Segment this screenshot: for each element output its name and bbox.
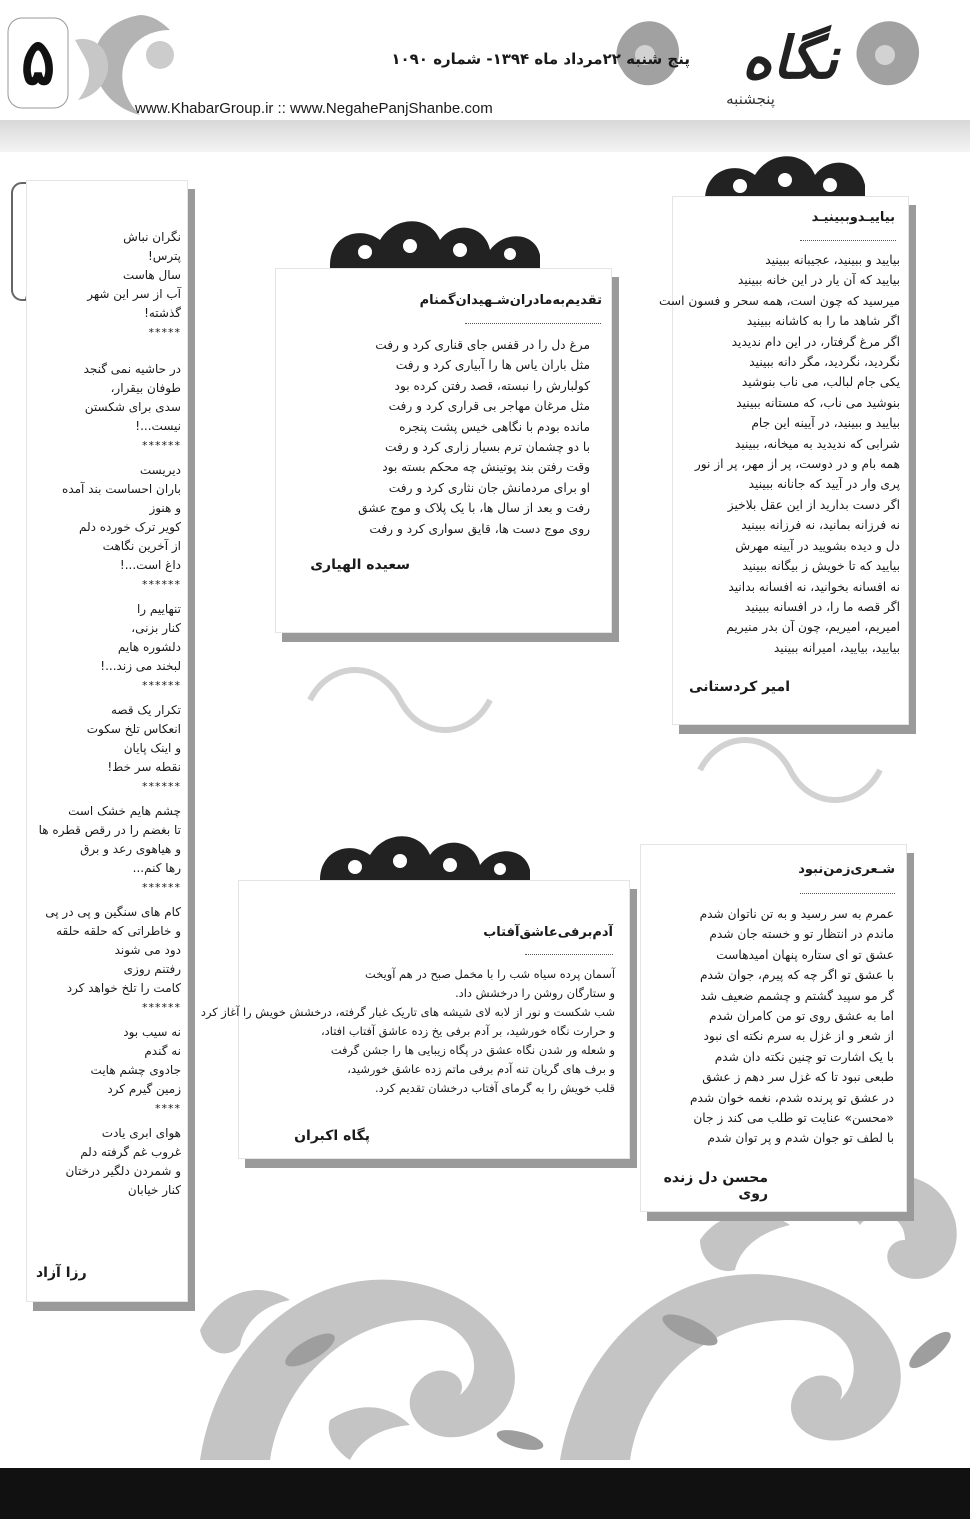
poem-2-title: تقدیم‌به‌مادران‌شـهیدان‌گمنام (419, 293, 602, 308)
poem-line: مثل مرغان مهاجر بی قراری کرد و رفت (388, 399, 590, 414)
poem-line: عمرم به سر رسید و به تن ناتوان شدم (699, 907, 894, 921)
stanza-separator: ****** (142, 881, 181, 894)
poem-line: و برف های گریان تنه آدم برفی ماتم زده عاشق خورشید، (347, 1062, 615, 1076)
poem-2-divider (465, 323, 601, 324)
side-poem (36, 228, 181, 1206)
side-poem-line: آب از سر این شهر (87, 287, 181, 301)
poem-line: مرغ دل را در قفس جای قناری کرد و رفت (375, 338, 590, 352)
side-poem-line: و هیاهوی رعد و برق (80, 842, 181, 856)
side-poem-author: رزا آزاد (36, 1265, 87, 1281)
side-poem-line: نه گندم (144, 1044, 181, 1058)
poem-1-author: امیر کردستانی (689, 679, 790, 695)
poem-line: اگر مرغ گرفتار، در این دام ندیدید (731, 334, 900, 349)
side-poem-line: انعکاس تلخ سکوت (86, 722, 181, 736)
avatar-roza-azad (12, 183, 102, 300)
side-poem-line: نگران نباش (123, 230, 181, 244)
stanza-separator: ****** (142, 439, 181, 452)
side-poem-stanza (36, 461, 181, 594)
poem-line: شب شکست و نور از لابه لای شیشه های تاریک غبار گرفته، درخشش خویش را آغاز کرد (200, 1005, 615, 1019)
side-poem-line: سال هاست (122, 268, 181, 282)
side-poem-line: دود می شوند (114, 943, 181, 957)
avatar-mohsen-delzendehrooy (643, 850, 739, 956)
poem-line: شرابی که ندیدید به میخانه، ببینید (734, 436, 900, 451)
swirl-pattern (200, 1175, 957, 1460)
poem-line: میرسید که چون است، همه سحر و فسون است (658, 293, 900, 308)
stanza-separator: **** (155, 1102, 181, 1115)
newspaper-logo-subtitle: پنجشنبه (726, 90, 775, 108)
poem-line: و حرارت نگاه خورشید، بر آدم برفی یخ زده عاشق آفتاب افتاد، (320, 1024, 615, 1038)
stanza-separator: ***** (148, 326, 181, 339)
side-poem-line: و هنوز (149, 501, 181, 515)
side-poem-line: کامت را تلخ خواهد کرد (66, 981, 181, 995)
poem-3-title: آدم‌برفی‌عاشق‌آفتاب (483, 925, 613, 940)
poem-4-author: محسن دل زنده روی (663, 1170, 768, 1202)
poem-line: دل و دیده بشویید در آیینه مهرش (735, 538, 900, 553)
side-poem-line: و خاطراتی که حلقه حلقه (56, 924, 181, 938)
poem-line: نه افسانه بخوانید، نه افسانه بدانید (728, 579, 900, 594)
side-poem-line: و اینک پایان (123, 741, 181, 755)
page-number: ۵ (20, 25, 56, 100)
side-poem-line: رها کنم... (132, 861, 181, 875)
poem-line: مثل باران یاس ها را آبیاری کرد و رفت (395, 358, 590, 373)
side-poem-line: کنار بزنی، (131, 621, 181, 635)
side-poem-line: تا بغضم را در رقص قطره ها (38, 823, 181, 837)
side-poem-line: تنهاییم را (136, 602, 181, 616)
newspaper-logo: نگاه (741, 24, 839, 92)
side-poem-line: هوای ابری یادت (101, 1126, 181, 1140)
poem-line: یکی جام لبالب، می ناب بنوشید (741, 375, 900, 390)
side-poem-line: کام های سنگین و پی در پی (45, 905, 181, 919)
poem-2-author: سعیده الهیاری (310, 557, 410, 573)
poem-line: روی موج دست ها، قایق سواری کرد و رفت (369, 521, 590, 536)
poem-1-body (658, 250, 900, 658)
stanza-separator: ****** (142, 578, 181, 591)
poem-line: ماندم در انتظار تو و خسته جان شدم (709, 927, 894, 942)
poem-line: اگر دست بدارید از این عقل بلاخیز (727, 497, 900, 512)
poem-4-title: شـعری‌زمن‌نبود (798, 862, 895, 877)
side-poem-stanza (36, 903, 181, 1017)
poem-line: بیایید که آن یار در این خانه ببینید (737, 273, 900, 288)
side-poem-stanza (36, 1124, 181, 1200)
poem-line: نه فرزانه بمانید، نه فرزانه ببینید (741, 518, 900, 533)
side-poem-line: چشم هایم خشک است (68, 804, 181, 818)
poem-line: نگردید، نگردید، مگر دانه ببینید (749, 355, 900, 370)
poem-line: بیایید که تا خویش ز بیگانه ببینید (742, 559, 900, 574)
stanza-separator: ****** (142, 679, 181, 692)
poem-line: با عشق تو اگر چه که پیرم، جوان شدم (699, 968, 894, 983)
poem-line: رفت و بعد از سال ها، با یک پلاک و موج عشق (358, 501, 590, 516)
poem-line: اما به عشق روی تو من کامران شدم (708, 1009, 894, 1024)
page-footer-bar (0, 1468, 970, 1519)
poem-1-divider (800, 240, 896, 241)
side-poem-line: نه سیب بود (123, 1025, 181, 1039)
side-poem-line: نقطه سر خط! (107, 760, 181, 774)
stanza-separator: ****** (142, 780, 181, 793)
poem-line: طبعی نبود تا که غزل سر دهم ز عشق (702, 1070, 894, 1085)
poem-line: از شعر و از غزل به سرم نکته ای نبود (703, 1029, 894, 1044)
side-poem-line: دیریست (139, 463, 181, 477)
poem-2-body (300, 335, 590, 539)
poem-line: با یک اشارت تو چنین نکته دان شدم (714, 1049, 894, 1064)
side-poem-line: تکرار یک قصه (110, 703, 181, 717)
side-poem-line: دلشوره هایم (117, 640, 181, 654)
website-links[interactable]: www.KhabarGroup.ir :: www.NegahePanjShanbe.com (135, 100, 493, 117)
poem-line: بیایید و ببینید، عجیبانه ببینید (765, 253, 900, 267)
poem-line: بیایید، بیایید، امیرانه ببینید (773, 640, 900, 655)
poem-line: قلب خویش را به گرمای آفتاب درخشان تقدیم کرد. (374, 1081, 615, 1095)
side-poem-line: رفتنم روزی (123, 962, 181, 976)
side-poem-stanza (36, 802, 181, 897)
poem-line: پری وار در آیید که جانانه ببینید (748, 477, 900, 492)
side-poem-line: سدی برای شکستن (84, 400, 181, 414)
side-poem-line: باران احساست بند آمده (62, 482, 181, 496)
poem-3-divider (525, 954, 613, 955)
side-poem-stanza (36, 1023, 181, 1118)
side-poem-line: گذشته! (144, 306, 181, 320)
poem-line: و ستارگان روشن را درخشش داد. (455, 986, 615, 1000)
side-poem-line: داغ است...! (119, 558, 181, 572)
scallop-ornament-2 (330, 221, 540, 270)
poem-line: عشق تو ای ستاره پنهان امیدهاست (716, 947, 894, 962)
side-poem-stanza (36, 600, 181, 695)
stanza-separator: ****** (142, 1001, 181, 1014)
poem-line: اگر قصه ما را، در افسانه ببینید (744, 599, 900, 614)
poem-line: بنوشید می ناب، که مستانه ببینید (736, 395, 900, 410)
side-poem-stanza (36, 701, 181, 796)
poem-4-divider (800, 893, 895, 894)
side-poem-line: نیست...! (135, 419, 181, 433)
poem-line: مانده بودم با نگاهی خیس پشت پنجره (399, 419, 590, 434)
side-poem-line: زمین گیرم کرد (107, 1082, 181, 1096)
side-poem-line: پترس! (147, 249, 181, 263)
side-poem-line: در حاشیه نمی گنجد (83, 362, 181, 376)
poem-line: امیریم، امیریم، چون آن بدر منیریم (726, 620, 900, 635)
side-poem-line: طوفان بیقرار، (110, 381, 181, 395)
poem-line: بیایید و ببینید، در آیینه این جام (751, 416, 900, 431)
poem-line: او برای مردمانش جان نثاری کرد و رفت (388, 480, 590, 495)
poem-line: کولبارش را نبسته، قصد رفتن کرده بود (394, 378, 590, 393)
side-poem-line: کویر ترک خورده دلم (78, 520, 181, 534)
poem-3-author: پگاه اکبران (294, 1128, 370, 1144)
poem-1-title: بیاییـدوببینیـد (811, 210, 895, 225)
poem-line: گر مو سپید گشتم و چشمم ضعیف شد (700, 988, 894, 1003)
side-poem-line: از آخرین نگاهت (102, 539, 181, 553)
side-poem-line: و شمردن دلگیر درختان (65, 1164, 181, 1178)
side-poem-line: کنار خیابان (127, 1183, 181, 1197)
header-band (0, 120, 970, 152)
poem-line: «محسن» عنایت تو طلب می کند ز جان (693, 1111, 894, 1126)
poem-line: همه بام و در دوست، پر از مهر، پر از نور (694, 457, 900, 472)
poem-line: با دو چشمان ترم بسیار زاری کرد و رفت (385, 440, 590, 455)
poem-line: اگر شاهد ما را به کاشانه ببینید (746, 314, 900, 329)
side-poem-line: غروب غم گرفته دلم (80, 1145, 181, 1159)
issue-date-line: پنج شنبه ۲۲مرداد ماه ۱۳۹۴- شماره ۱۰۹۰ (391, 50, 690, 68)
side-poem-line: جادوی چشم هایت (90, 1063, 181, 1077)
poem-line: وقت رفتن بند پوتینش چه محکم بسته بود (382, 460, 590, 475)
poem-line: با لطف تو جوان شدم و پر توان شدم (707, 1131, 894, 1146)
poem-line: و شعله ور شدن نگاه عشق در پگاه زیبایی ها را جشن گرفت (330, 1043, 615, 1057)
avatar-pegah-akbaran (247, 887, 333, 991)
side-poem-stanza (36, 360, 181, 455)
side-poem-line: لبخند می زند...! (100, 659, 181, 673)
poem-line: آسمان پرده سیاه شب را با مخمل صبح در هم آویخت (365, 967, 615, 981)
poem-line: در عشق تو پرنده شدم، نغمه خوان شدم (690, 1090, 894, 1105)
